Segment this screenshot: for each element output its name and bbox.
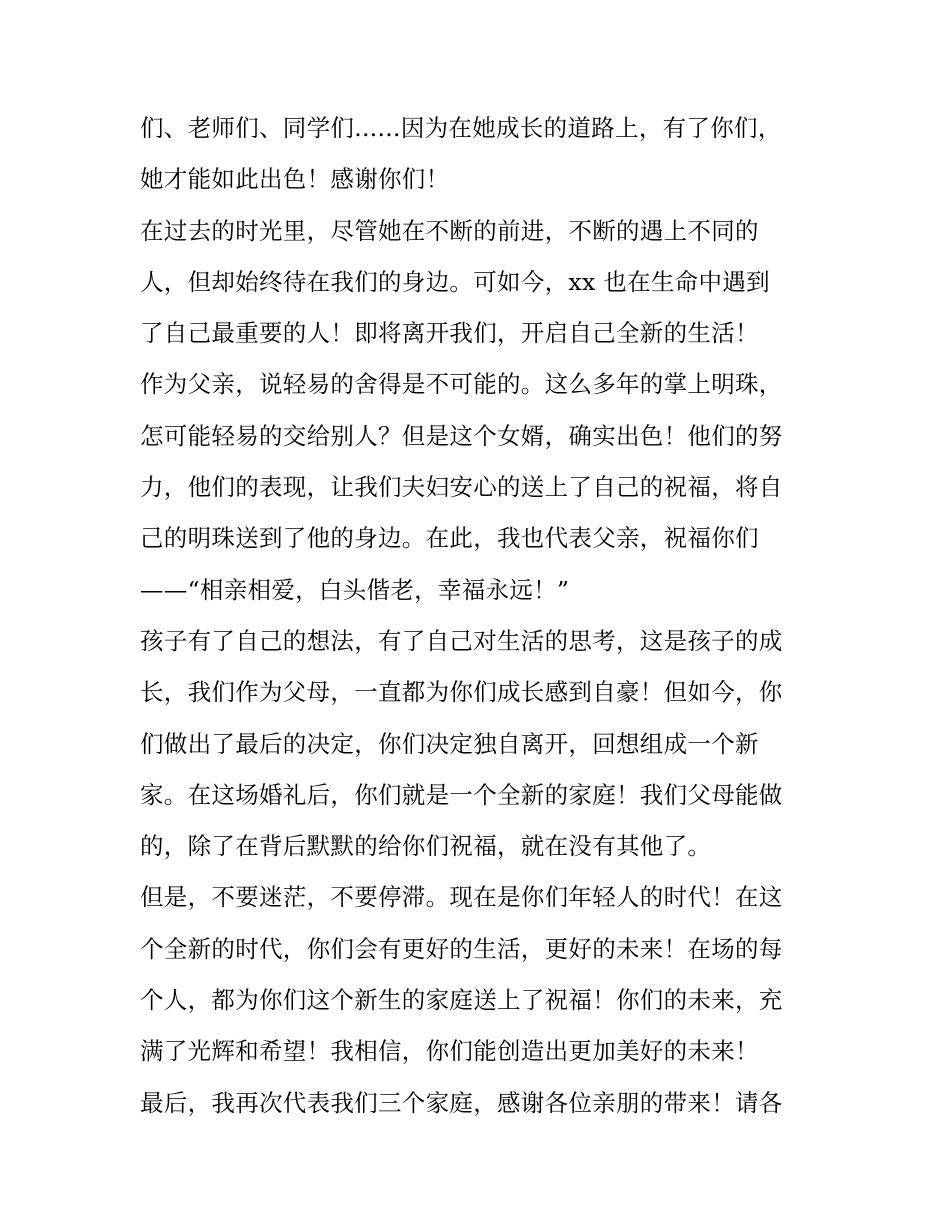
text-line: 个人，都为你们这个新生的家庭送上了祝福！你们的未来，充: [140, 986, 783, 1015]
text-line: 她才能如此出色！感谢你们！: [140, 165, 450, 194]
text-line: 最后，我再次代表我们三个家庭，感谢各位亲朋的带来！请各: [140, 1088, 783, 1117]
text-line: 满了光辉和希望！我相信，你们能创造出更加美好的未来！: [140, 1037, 759, 1066]
text-line: 们、老师们、同学们......因为在她成长的道路上，有了你们，: [140, 114, 782, 142]
document-body: [140, 103, 830, 1129]
text-line: 个全新的时代，你们会有更好的生活，更好的未来！在场的每: [140, 934, 783, 963]
text-line: 作为父亲，说轻易的舍得是不可能的。这么多年的掌上明珠，: [140, 370, 783, 399]
text-line: 的，除了在背后默默的给你们祝福，就在没有其他了。: [140, 832, 712, 861]
text-line: 人，但却始终待在我们的身边。可如今，xx 也在生命中遇到: [140, 267, 770, 296]
text-line: 家。在这场婚礼后，你们就是一个全新的家庭！我们父母能做: [140, 780, 783, 809]
text-line: 在过去的时光里，尽管她在不断的前进，不断的遇上不同的: [140, 216, 759, 245]
text-line: 但是，不要迷茫，不要停滞。现在是你们年轻人的时代！在这: [140, 883, 783, 912]
text-line: 己的明珠送到了他的身边。在此，我也代表父亲，祝福你们: [140, 524, 759, 553]
text-line: 怎可能轻易的交给别人？但是这个女婿，确实出色！他们的努: [140, 421, 783, 450]
text-line: 力，他们的表现，让我们夫妇安心的送上了自己的祝福，将自: [140, 473, 783, 502]
text-line: ——“相亲相爱，白头偕老，幸福永远！”: [140, 575, 570, 604]
text-line: 了自己最重要的人！即将离开我们，开启自己全新的生活！: [140, 319, 759, 348]
text-line: 们做出了最后的决定，你们决定独自离开，回想组成一个新: [140, 729, 759, 758]
text-line: 孩子有了自己的想法，有了自己对生活的思考，这是孩子的成: [140, 626, 783, 655]
text-line: 长，我们作为父母，一直都为你们成长感到自豪！但如今，你: [140, 678, 783, 707]
